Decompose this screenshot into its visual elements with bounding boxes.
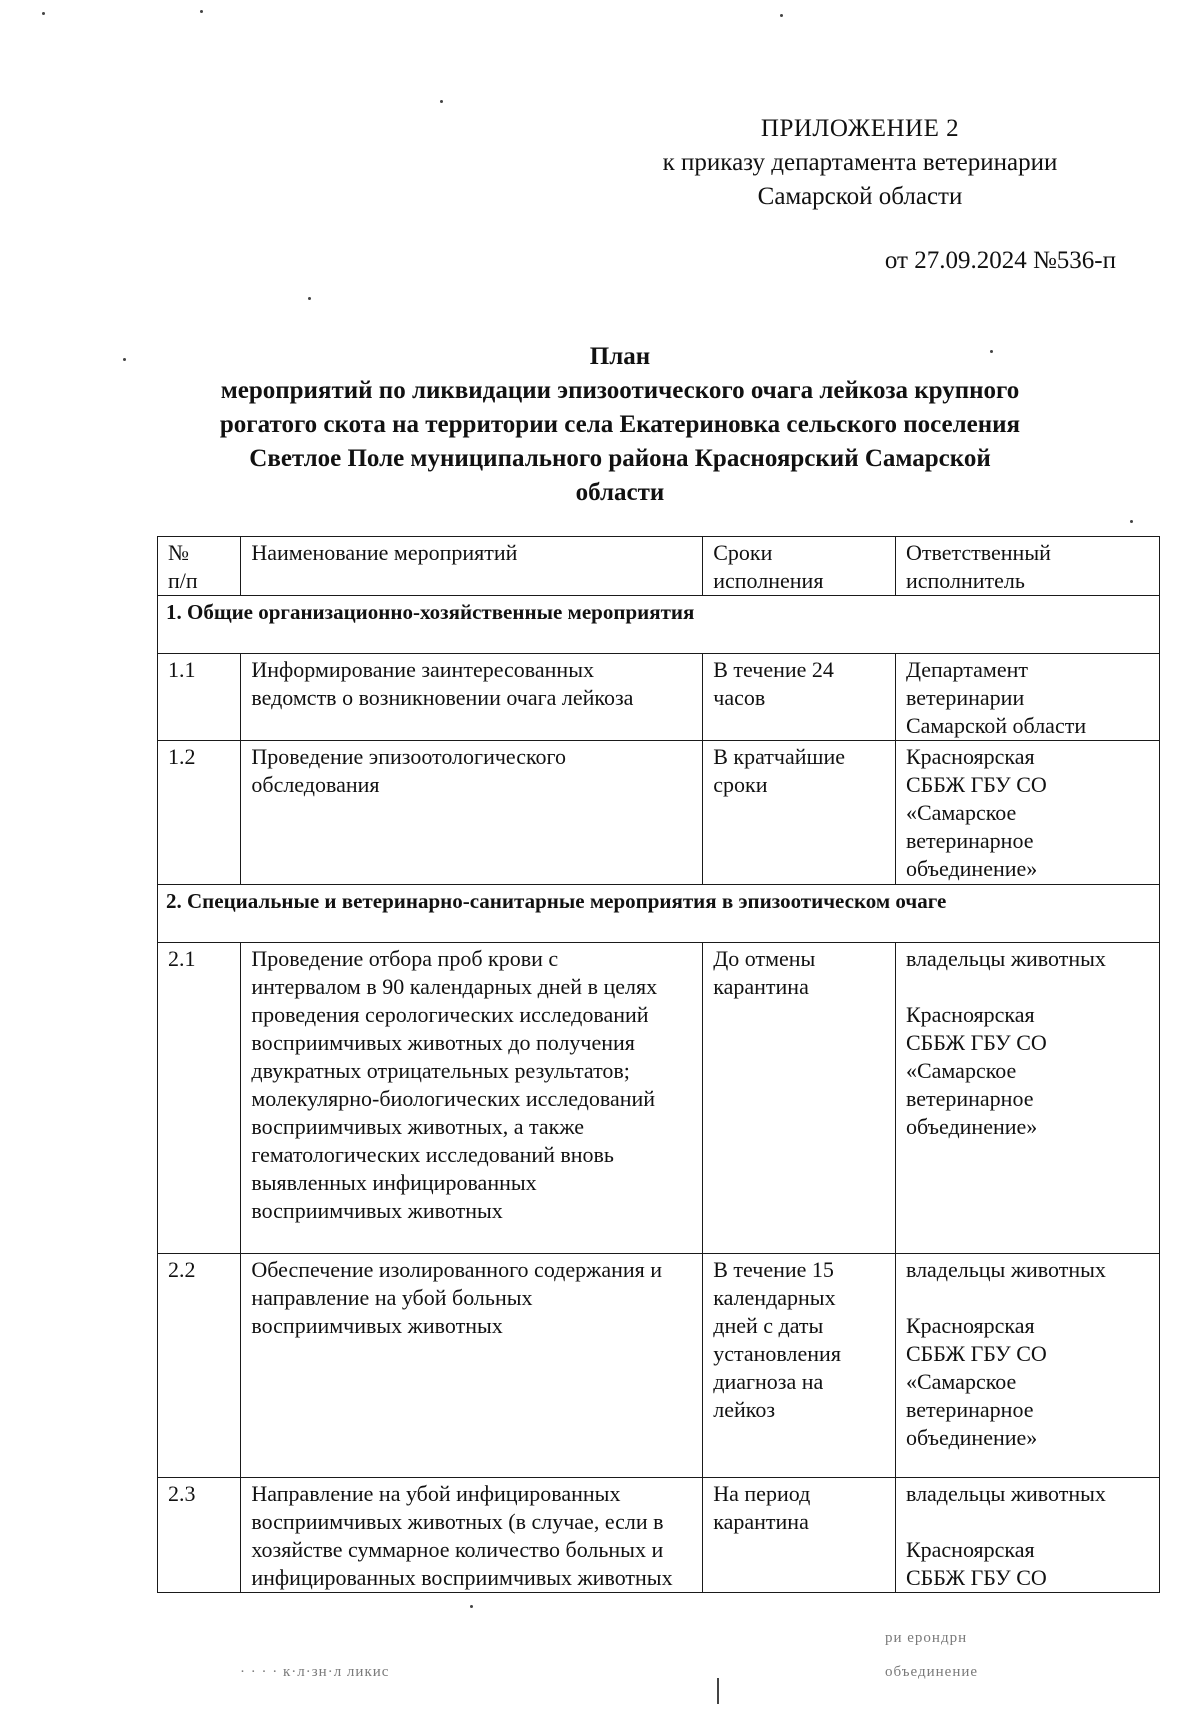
appendix-title: ПРИЛОЖЕНИЕ 2: [760, 115, 960, 142]
row-num: 1.1: [158, 654, 241, 741]
header-responsible: Ответственный исполнитель: [895, 537, 1159, 596]
header-term: Сроки исполнения: [703, 537, 896, 596]
row-responsible: владельцы животных Красноярская СББЖ ГБУ СО: [895, 1478, 1159, 1593]
scan-speck: [42, 12, 45, 15]
row-name: Проведение отбора проб крови с интервалом в 90 календарных дней в целях проведения серологических исследований восприимчивых животных до получения двукратных отрицательных результатов; молекулярно-биологических исследований восприимчивых животных, а также гематологических исследований вновь выявленных инфицированных восприимчивых животных: [241, 943, 703, 1254]
footer-bleed-right-bottom: объединение: [885, 1664, 979, 1680]
section-row: [158, 596, 1160, 654]
table-row: [158, 943, 1160, 1254]
appendix-header: [600, 112, 1120, 214]
row-name: Информирование заинтересованных ведомств о возникновении очага лейкоза: [241, 654, 703, 741]
scan-speck: [990, 350, 993, 353]
row-responsible: владельцы животных Красноярская СББЖ ГБУ СО «Самарское ветеринарное объединение»: [895, 943, 1159, 1254]
row-name: Направление на убой инфицированных восприимчивых животных (в случае, если в хозяйстве суммарное количество больных и инфицированных восприимчивых животных: [241, 1478, 703, 1593]
scan-speck: [200, 10, 203, 13]
header-name: Наименование мероприятий: [241, 537, 703, 596]
row-term: В течение 24 часов: [703, 654, 896, 741]
scan-mark: [717, 1678, 719, 1704]
footer-bleed-right-top: ри ерондрн: [885, 1630, 968, 1646]
row-term: На период карантина: [703, 1478, 896, 1593]
table-row: [158, 1254, 1160, 1478]
row-num: 2.2: [158, 1254, 241, 1478]
scan-speck: [440, 100, 443, 103]
plan-title: План: [589, 343, 651, 370]
row-name: Обеспечение изолированного содержания и направление на убой больных восприимчивых животных: [241, 1254, 703, 1478]
scan-speck: [470, 1605, 473, 1608]
row-num: 1.2: [158, 741, 241, 885]
row-num: 2.1: [158, 943, 241, 1254]
table-row: [158, 1478, 1160, 1593]
scan-speck: [780, 14, 783, 17]
header-num: № п/п: [158, 537, 241, 596]
row-responsible: Департамент ветеринарии Самарской области: [895, 654, 1159, 741]
section-row: [158, 885, 1160, 943]
table-row: [158, 654, 1160, 741]
plan-subtitle-line: Светлое Поле муниципального района Красноярский Самарской: [249, 445, 991, 472]
appendix-region-line: Самарской области: [757, 183, 963, 210]
scan-speck: [123, 358, 126, 361]
plan-subtitle-line: области: [575, 479, 665, 506]
plan-heading: [140, 340, 1100, 510]
section-title: 2. Специальные и ветеринарно-санитарные мероприятия в эпизоотическом очаге: [158, 885, 1160, 943]
row-term: В течение 15 календарных дней с даты установления диагноза на лейкоз: [703, 1254, 896, 1478]
measures-table: [157, 536, 1160, 1593]
plan-subtitle-line: рогатого скота на территории села Екатериновка сельского поселения: [219, 411, 1021, 438]
scan-speck: [1130, 520, 1133, 523]
row-responsible: Красноярская СББЖ ГБУ СО «Самарское ветеринарное объединение»: [895, 741, 1159, 885]
row-term: До отмены карантина: [703, 943, 896, 1254]
order-reference: от 27.09.2024 №536-п: [884, 247, 1116, 274]
table-row: [158, 741, 1160, 885]
section-title: 1. Общие организационно-хозяйственные мероприятия: [158, 596, 1160, 654]
row-term: В кратчайшие сроки: [703, 741, 896, 885]
table-header-row: [158, 537, 1160, 596]
row-name: Проведение эпизоотологического обследования: [241, 741, 703, 885]
footer-bleed-left: · · · · к·л·зн·л ликис: [240, 1664, 390, 1680]
appendix-order-line: к приказу департамента ветеринарии: [662, 149, 1058, 176]
row-responsible: владельцы животных Красноярская СББЖ ГБУ СО «Самарское ветеринарное объединение»: [895, 1254, 1159, 1478]
scan-speck: [308, 297, 311, 300]
row-num: 2.3: [158, 1478, 241, 1593]
plan-subtitle-line: мероприятий по ликвидации эпизоотического очага лейкоза крупного: [220, 377, 1020, 404]
